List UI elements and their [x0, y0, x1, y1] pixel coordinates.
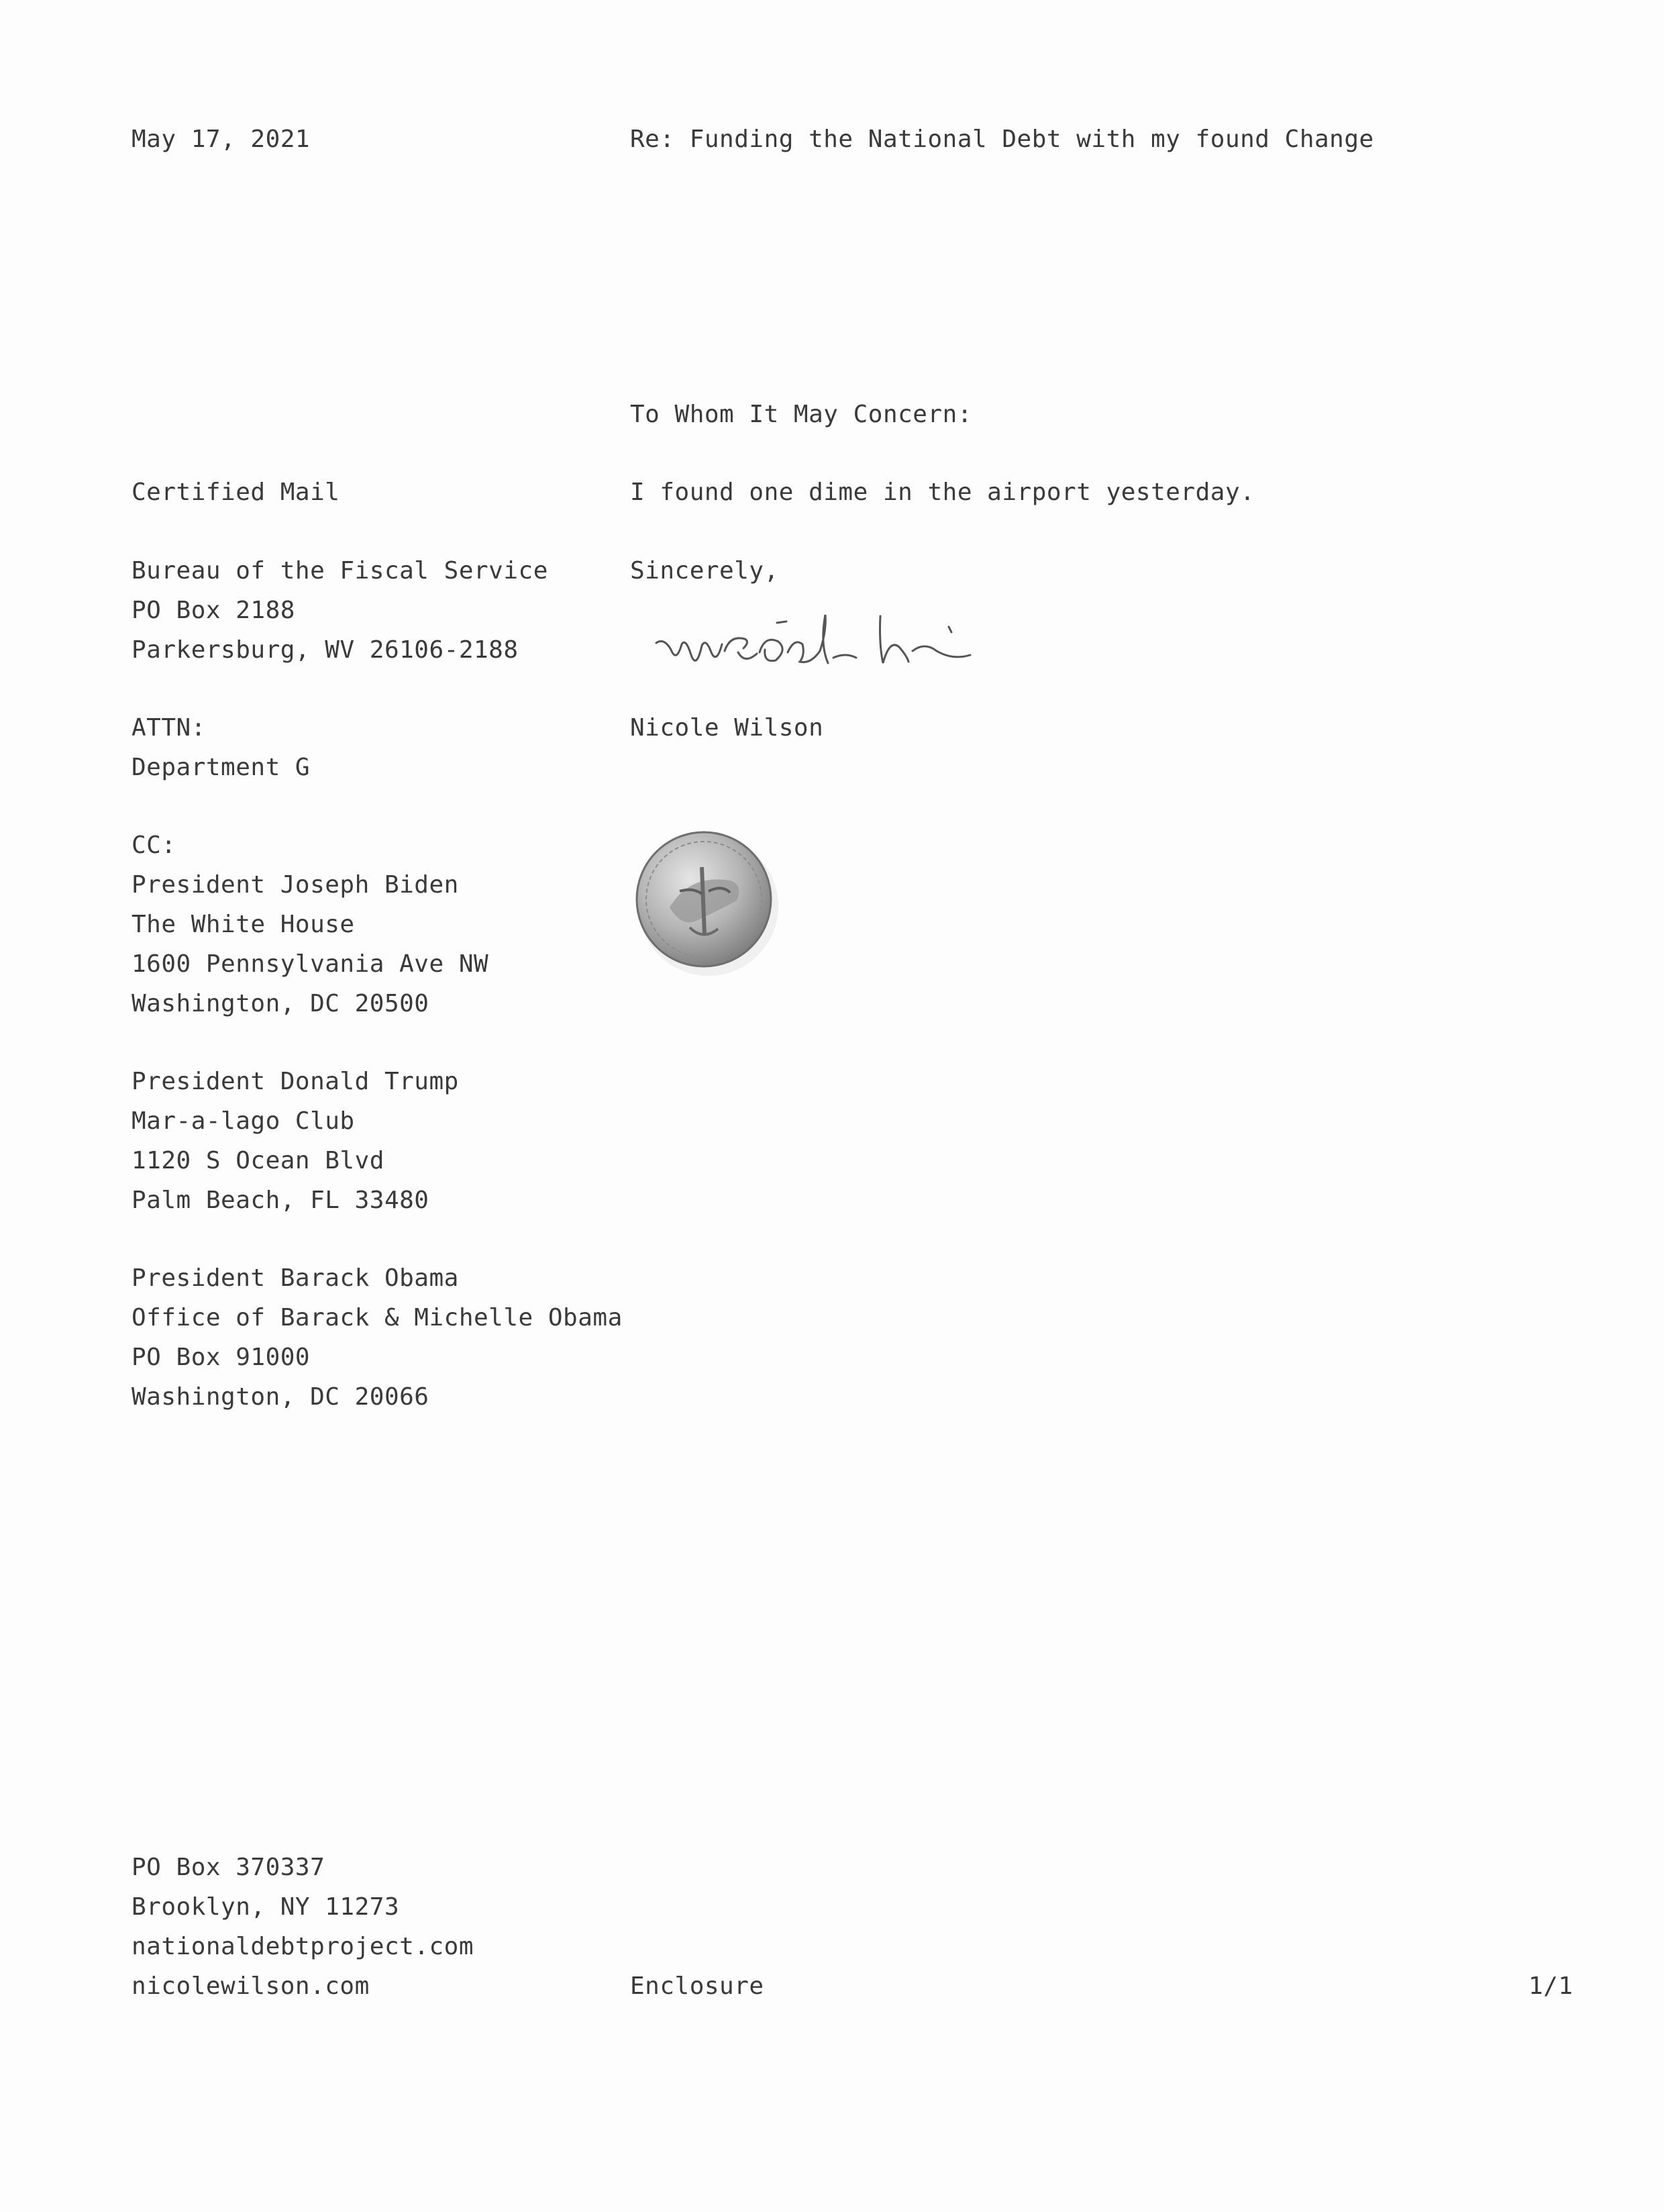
letter-subject: Re: Funding the National Debt with my found Change [630, 125, 1374, 153]
address-line: President Joseph Biden [132, 871, 459, 899]
cc-block-trump [132, 1062, 459, 1220]
address-line: The White House [132, 911, 355, 938]
address-line: President Donald Trump [132, 1068, 459, 1095]
delivery-method: Certified Mail [132, 479, 340, 506]
address-line: Brooklyn, NY 11273 [132, 1893, 400, 1921]
address-line: Office of Barack & Michelle Obama [132, 1304, 623, 1331]
attention-block [132, 708, 310, 787]
salutation: To Whom It May Concern: [630, 401, 972, 428]
enclosure-note: Enclosure [630, 1972, 764, 2000]
website-line: nicolewilson.com [132, 1972, 370, 2000]
letter-date: May 17, 2021 [132, 125, 311, 153]
cc-block-biden [132, 825, 488, 1023]
dime-coin-image [629, 827, 778, 976]
handwritten-signature [644, 591, 1027, 691]
address-line: PO Box 2188 [132, 597, 295, 624]
address-line: PO Box 91000 [132, 1344, 311, 1371]
cc-label: CC: [132, 832, 176, 859]
address-line: 1600 Pennsylvania Ave NW [132, 950, 489, 978]
recipient-address [132, 551, 548, 670]
address-line: Mar-a-lago Club [132, 1107, 355, 1135]
message-text: I found one dime in the airport yesterday. [630, 479, 1255, 506]
address-line: 1120 S Ocean Blvd [132, 1147, 384, 1174]
attn-label: ATTN: [132, 714, 206, 742]
closing: Sincerely, [630, 557, 779, 585]
attn-department: Department G [132, 754, 311, 781]
address-line: Palm Beach, FL 33480 [132, 1187, 429, 1214]
address-line: Bureau of the Fiscal Service [132, 557, 548, 585]
page-number: 1/1 [1528, 1972, 1573, 2000]
website-line: nationaldebtproject.com [132, 1933, 474, 1960]
address-line: Washington, DC 20500 [132, 990, 429, 1017]
cc-block-obama [132, 1258, 623, 1417]
sender-address [132, 1848, 474, 2006]
address-line: PO Box 370337 [132, 1854, 325, 1881]
address-line: President Barack Obama [132, 1264, 459, 1292]
address-line: Parkersburg, WV 26106-2188 [132, 636, 519, 664]
address-line: Washington, DC 20066 [132, 1383, 429, 1411]
signer-name: Nicole Wilson [630, 714, 824, 742]
